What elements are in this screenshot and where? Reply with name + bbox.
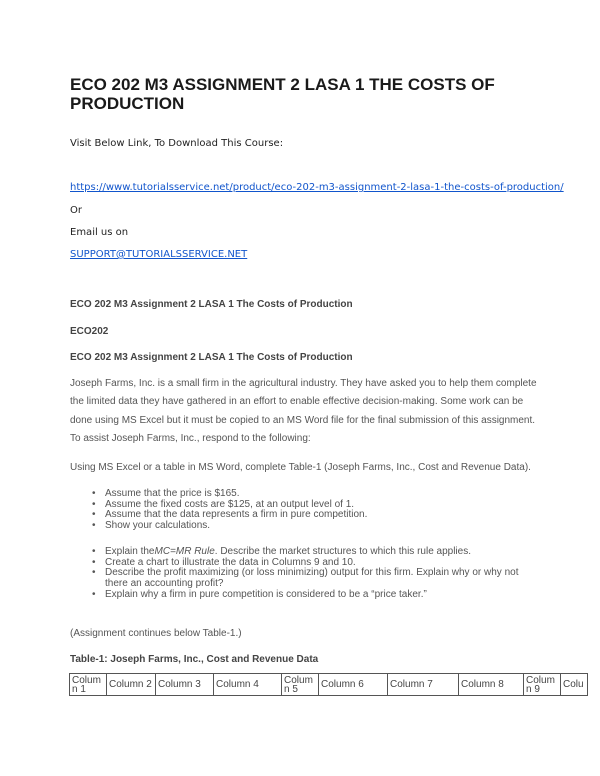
list-item-text: Explain the bbox=[105, 546, 155, 557]
list-item-continuation: there an accounting profit? bbox=[105, 578, 224, 590]
support-email-link[interactable]: SUPPORT@TUTORIALSSERVICE.NET bbox=[70, 249, 248, 260]
table-header-cell: Column 6 bbox=[319, 674, 388, 696]
table-header-cell: Column 1 bbox=[70, 674, 107, 696]
section-heading-repeat: ECO 202 M3 Assignment 2 LASA 1 The Costs of Production bbox=[70, 352, 353, 363]
list-item: • Assume the fixed costs are $125, at an output level of 1. bbox=[92, 500, 367, 511]
list-item: • Assume that the price is $165. bbox=[92, 489, 367, 500]
continues-note: (Assignment continues below Table-1.) bbox=[70, 628, 242, 639]
list-item: • Assume that the data represents a firm in pure competition. bbox=[92, 510, 367, 521]
list-item: • Create a chart to illustrate the data in Columns 9 and 10. bbox=[92, 558, 518, 569]
email-label: Email us on bbox=[70, 227, 129, 238]
intro-line: To assist Joseph Farms, Inc., respond to the following: bbox=[70, 433, 311, 444]
instruction-text: Using MS Excel or a table in MS Word, complete Table-1 (Joseph Farms, Inc., Cost and Revenue Data). bbox=[70, 462, 531, 473]
assumptions-list bbox=[92, 489, 367, 532]
list-item: • Describe the profit maximizing (or loss minimizing) output for this firm. Explain why or why not bbox=[92, 568, 518, 579]
section-heading: ECO 202 M3 Assignment 2 LASA 1 The Costs of Production bbox=[70, 299, 353, 310]
table-header-cell: Colu bbox=[561, 674, 588, 696]
course-download-link[interactable]: https://www.tutorialsservice.net/product/eco-202-m3-assignment-2-lasa-1-the-costs-of-production/ bbox=[70, 182, 564, 193]
table-header-cell: Column 9 bbox=[524, 674, 561, 696]
cost-revenue-table bbox=[69, 673, 588, 696]
course-code: ECO202 bbox=[70, 326, 109, 337]
table-header-cell: Column 3 bbox=[156, 674, 214, 696]
table-header-cell: Column 7 bbox=[388, 674, 459, 696]
table-header-cell: Column 4 bbox=[214, 674, 282, 696]
list-item: • Explain why a firm in pure competition is considered to be a “price taker.” bbox=[92, 590, 518, 601]
table-header-cell: Column 5 bbox=[282, 674, 319, 696]
intro-line: Joseph Farms, Inc. is a small firm in the agricultural industry. They have asked you to help them complete bbox=[70, 378, 537, 389]
rule-name: MC=MR Rule bbox=[154, 546, 215, 557]
table-header-cell: Column 2 bbox=[107, 674, 156, 696]
or-text: Or bbox=[70, 205, 82, 216]
download-intro: Visit Below Link, To Download This Course: bbox=[70, 138, 284, 149]
tasks-list bbox=[92, 547, 518, 601]
document-title: ECO 202 M3 ASSIGNMENT 2 LASA 1 THE COSTS OF PRODUCTION bbox=[70, 75, 495, 113]
table-header-cell: Column 8 bbox=[459, 674, 524, 696]
intro-line: the limited data they have gathered in an effort to enable effective decision-making. Some work can be bbox=[70, 396, 524, 407]
list-item-text: . Describe the market structures to which this rule applies. bbox=[214, 546, 471, 557]
intro-line: done using MS Excel but it must be copied to an MS Word file for the final submission of this assignment. bbox=[70, 415, 536, 426]
table-row bbox=[70, 674, 588, 696]
table-title: Table-1: Joseph Farms, Inc., Cost and Revenue Data bbox=[70, 654, 319, 665]
list-item: • Show your calculations. bbox=[92, 521, 367, 532]
